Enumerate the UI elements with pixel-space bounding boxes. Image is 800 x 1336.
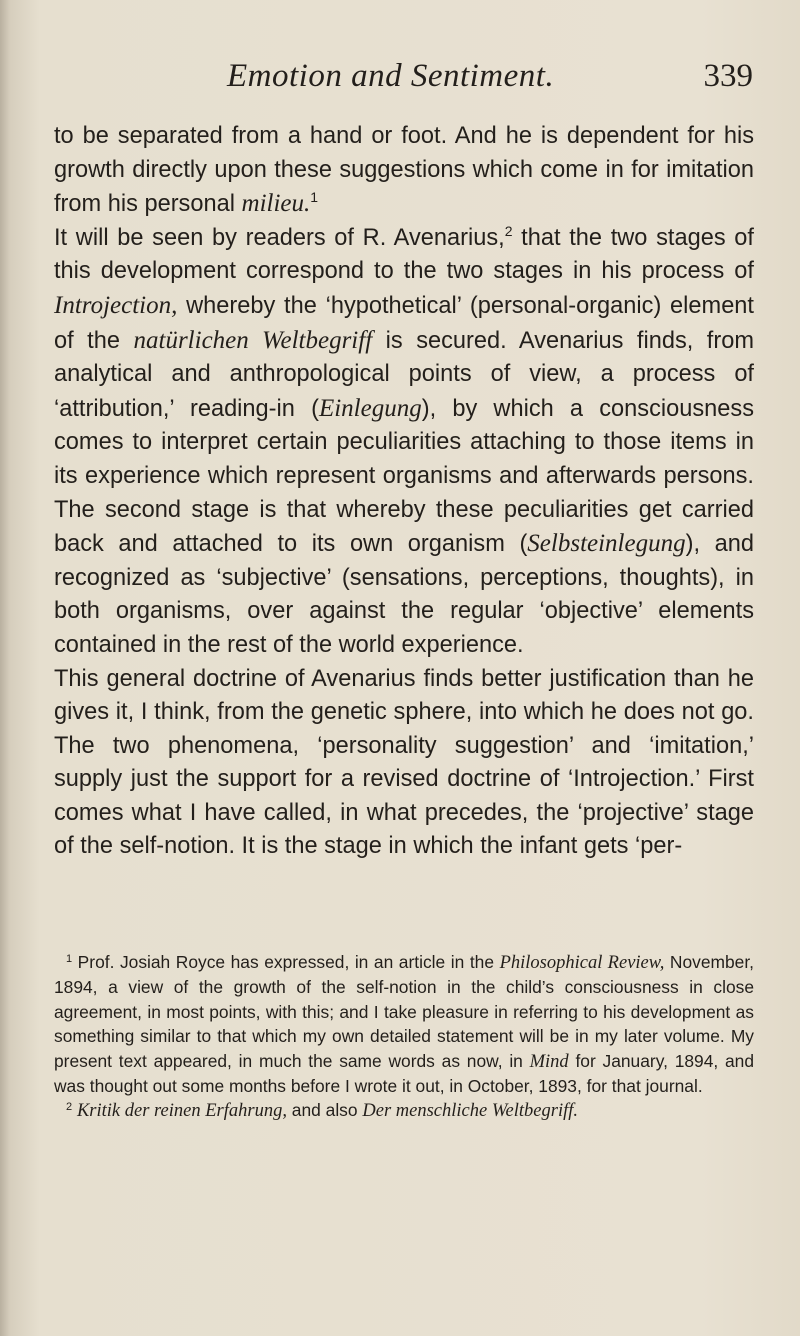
text-run: November, 1894, a view of the growth of the self-notion in the child’s consciousness in close agreement, in most points, with this; and I take pleasure in referring to his development as something similar to that which my own detailed statement will be in my later volume. My present text appeared, in much the same words as now, in: [54, 952, 754, 1071]
text-run: is secured. Avenarius finds, from analytical and anthropological points of view, a process of ‘attribution,’ reading-in (: [54, 327, 754, 422]
italic-term-milieu: milieu.: [241, 190, 311, 218]
text-run: ), by which a consciousness comes to interpret certain peculiarities attaching to those items in its experience which represent organisms and afterwards persons. The second stage is that whereby these peculiarities get carried back and attached to its own organism (: [54, 395, 754, 558]
italic-term-introjection: Introjection,: [54, 291, 178, 319]
italic-term-weltbegriff: natürlichen Weltbegriff: [133, 326, 373, 354]
text-run: that the two stages of this development correspond to the two stages in his process of: [54, 224, 754, 285]
text-run: to be separated from a hand or foot. And he is dependent for his growth directly upon these suggestions which come in for imitation from his personal: [54, 123, 754, 218]
footnote-number: 1: [66, 953, 73, 965]
paragraph-2: [54, 222, 754, 663]
footnotes: [54, 950, 754, 1124]
text-run: It will be seen by readers of R. Avenarius,: [54, 224, 505, 251]
footnote-marker-2: 2: [504, 222, 513, 239]
italic-title-mind: Mind: [529, 1051, 569, 1072]
italic-title-kritik: Kritik der reinen Erfahrung,: [76, 1101, 287, 1122]
text-run: Prof. Josiah Royce has expressed, in an article in the: [72, 952, 500, 972]
text-run: whereby the ‘hypothetical’ (personal-organic) element of the: [54, 292, 754, 354]
paragraph-1: [54, 120, 754, 222]
italic-title-review: Philosophical Review,: [499, 953, 665, 973]
page-number: 339: [703, 58, 753, 94]
text-run: and also: [286, 1100, 363, 1121]
running-head: [0, 58, 800, 98]
body-text: [54, 120, 754, 864]
text-run: for January, 1894, and was thought out some months before I wrote it out, in October, 1893, for that journal.: [54, 1050, 754, 1097]
footnote-marker-1: 1: [310, 189, 319, 206]
footnote-1: [54, 950, 754, 1098]
text-run: ), and recognized as ‘subjective’ (sensations, perceptions, thoughts), in both organisms, over against the regular ‘objective’ elements contained in the rest of the world experience.: [54, 531, 754, 658]
footnote-2: [54, 1098, 754, 1123]
chapter-title: Emotion and Sentiment.: [227, 58, 555, 94]
italic-term-selbsteinlegung: Selbsteinlegung: [527, 530, 686, 558]
footnote-number: 2: [66, 1101, 73, 1114]
italic-term-einlegung: Einlegung: [318, 394, 422, 422]
paragraph-3: This general doctrine of Avenarius finds better justification than he gives it, I think, from the genetic sphere, into which he does not go. The two phenomena, ‘personality suggestion’ and ‘imitation,’ supply just the support for a revised doctrine of ‘Introjection.’ First comes what I have called, in what precedes, the ‘projective’ stage of the self-notion. It is the stage in which the infant gets ‘per-: [54, 665, 754, 860]
italic-title-weltbegriff: Der menschliche Weltbegriff.: [362, 1101, 579, 1122]
